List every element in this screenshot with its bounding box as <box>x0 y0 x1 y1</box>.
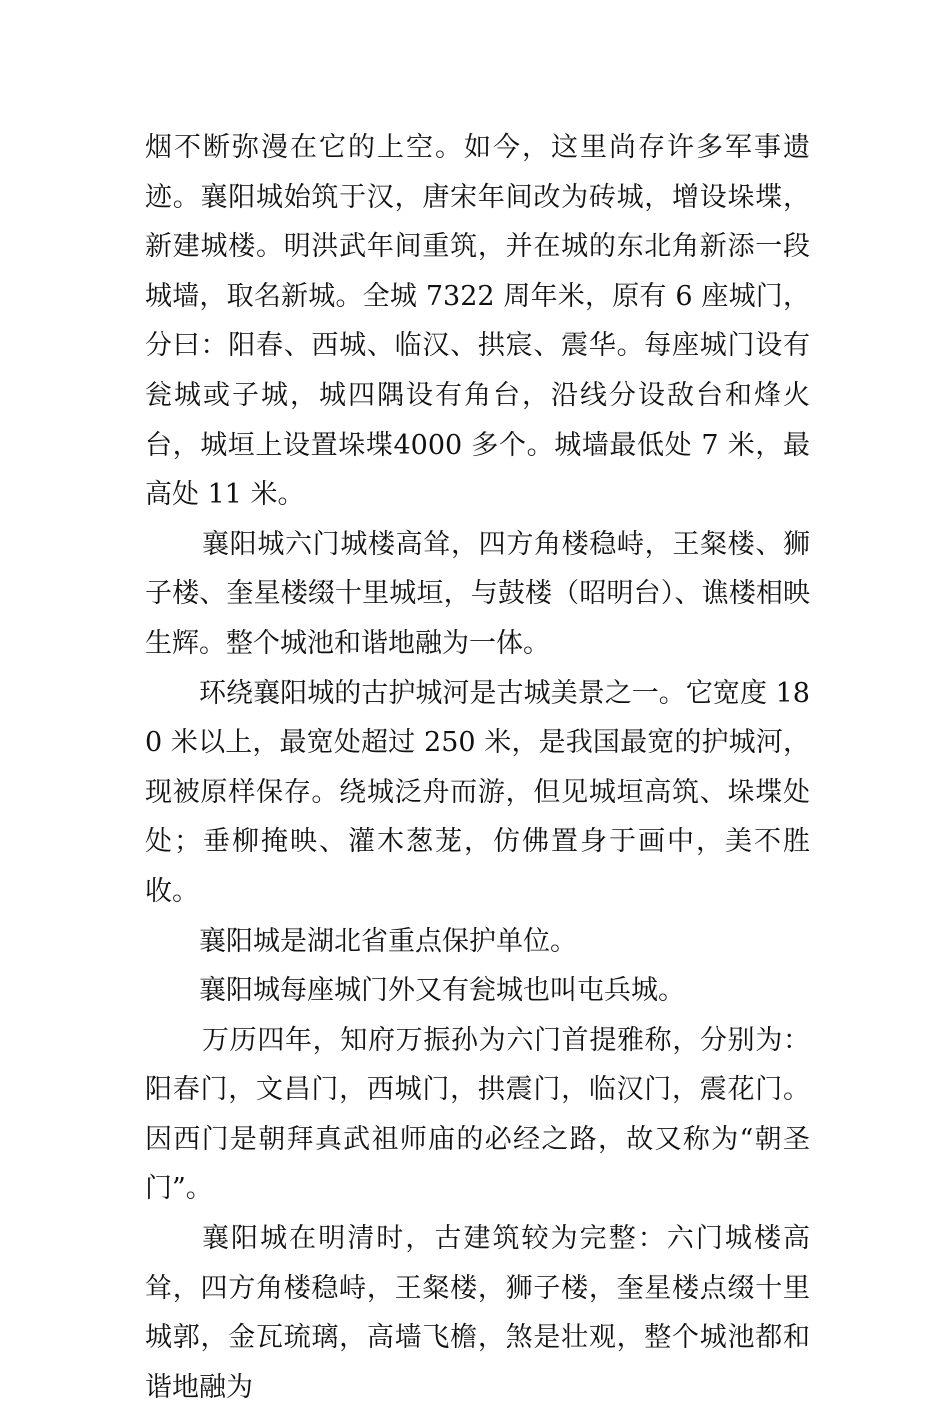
paragraph-ming-qing: 襄阳城在明清时，古建筑较为完整：六门城楼高耸，四方角楼稳峙，王粲楼，狮子楼，奎星楼点缀十里城郭，金瓦琉璃，高墙飞檐，煞是壮观，整个城池都和谐地融为 <box>145 1223 810 1403</box>
paragraph-gate-names: 万历四年，知府万振孙为六门首提雅称，分别为：阳春门，文昌门，西城门，拱震门，临汉门，震花门。因西门是朝拜真武祖师庙的必经之路，故又称为“朝圣门”。 <box>145 1024 810 1205</box>
paragraph-barbican: 襄阳城每座城门外又有瓮城也叫屯兵城。 <box>199 975 685 1007</box>
paragraph-city-towers: 襄阳城六门城楼高耸，四方角楼稳峙，王粲楼、狮子楼、奎星楼缀十里城垣，与鼓楼（昭明台）、谯楼相映生辉。整个城池和谐地融为一体。 <box>145 528 810 659</box>
paragraph-continuation: 烟不断弥漫在它的上空。如今，这里尚存许多军事遗迹。襄阳城始筑于汉，唐宋年间改为砖城，增设垛堞，新建城楼。明洪武年间重筑，并在城的东北角新添一段城墙，取名新城。全城 7322 周年米，原有 6 座城门，分曰：阳春、西城、临汉、拱宸、震华。每座城门设有瓮城或子城，城四隅设有角台，沿线分设敌台和烽火台，城垣上设置垛堞4000 多个。城墙最低处 7 米，最高处 11 米。 <box>145 132 810 511</box>
paragraph-moat: 环绕襄阳城的古护城河是古城美景之一。它宽度 180 米以上，最宽处超过 250 米，是我国最宽的护城河，现被原样保存。绕城泛舟而游，但见城垣高筑、垛堞处处；垂柳掩映、灌木葱茏，仿佛置身于画中，美不胜收。 <box>145 677 810 907</box>
document-body <box>145 123 810 1412</box>
paragraph-protection-status: 襄阳城是湖北省重点保护单位。 <box>199 925 577 957</box>
